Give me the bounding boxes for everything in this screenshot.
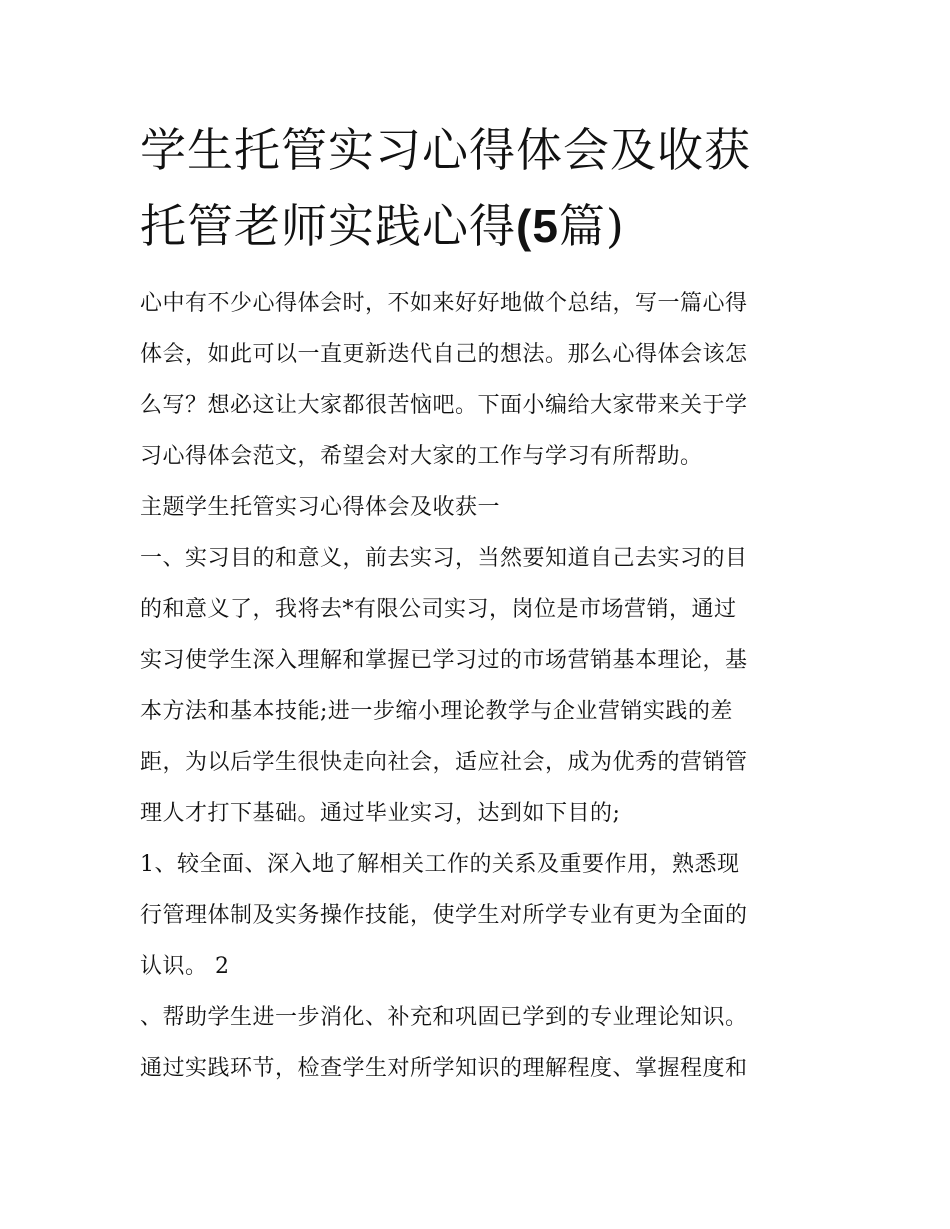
body-line: 理人才打下基础。通过毕业实习，达到如下目的; [140,801,621,826]
document-body [140,278,830,1094]
title-count-number: (5 [516,200,559,252]
body-line: 的和意义了，我将去*有限公司实习，岗位是市场营销，通过 [140,597,737,622]
body-line: 习心得体会范文，希望会对大家的工作与学习有所帮助。 [140,444,703,469]
section-heading: 主题学生托管实习心得体会及收获一 [140,495,501,520]
body-line: 本方法和基本技能;进一步缩小理论教学与企业营销实践的差 [140,699,733,724]
body-line: 实习使学生深入理解和掌握已学习过的市场营销基本理论，基 [140,648,748,673]
body-line: 么写？想必这让大家都很苦恼吧。下面小编给大家带来关于学 [140,393,748,418]
body-line: 一、实习目的和意义，前去实习，当然要知道自己去实习的目 [140,546,748,571]
body-line: 、帮助学生进一步消化、补充和巩固已学到的专业理论知识。 [140,1005,748,1030]
body-line: 认识。 2 [140,954,230,979]
title-line-2 [140,188,830,264]
body-line: 体会，如此可以一直更新迭代自己的想法。那么心得体会该怎 [140,342,748,367]
body-line: 距，为以后学生很快走向社会，适应社会，成为优秀的营销管 [140,750,748,775]
body-line: 通过实践环节，检查学生对所学知识的理解程度、掌握程度和 [140,1056,748,1081]
title-line-1: 学生托管实习心得体会及收获 [140,123,751,177]
body-line: 1、较全面、深入地了解相关工作的关系及重要作用，熟悉现 [140,852,740,877]
document-title [140,112,830,264]
title-line-2-text: 托管老师实践心得 [140,199,516,253]
title-count-suffix: 篇) [558,199,625,253]
body-line: 行管理体制及实务操作技能，使学生对所学专业有更为全面的 [140,903,748,928]
body-line: 心中有不少心得体会时，不如来好好地做个总结，写一篇心得 [140,291,748,316]
